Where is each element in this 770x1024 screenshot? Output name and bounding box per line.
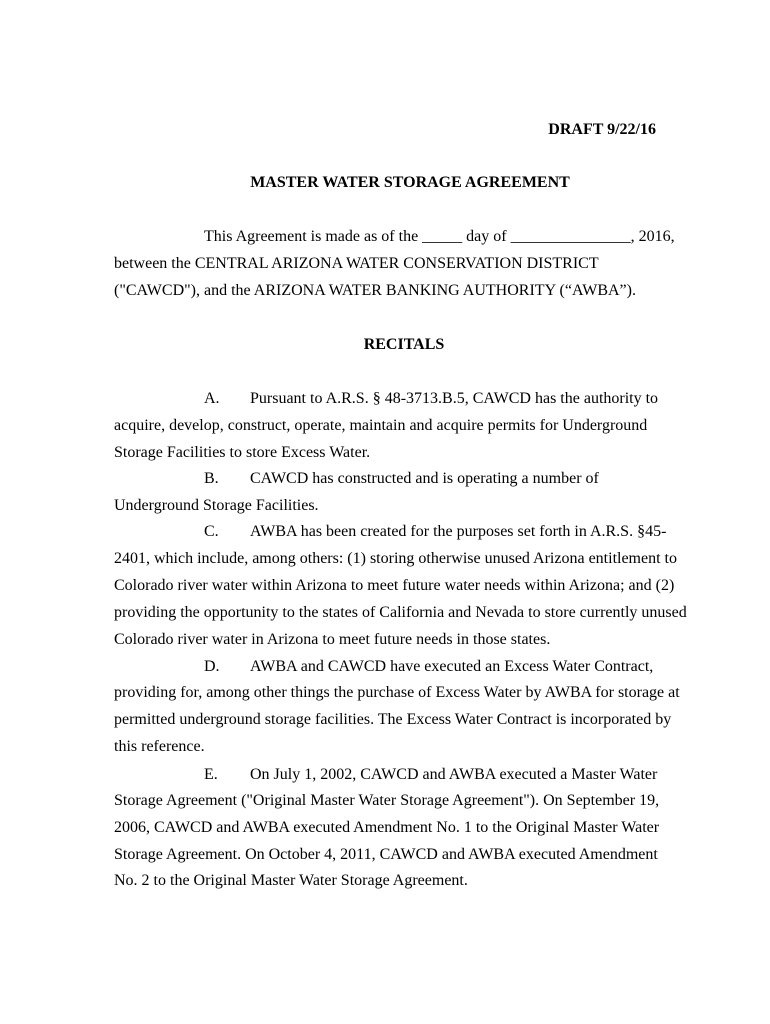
recital-line: permitted underground storage facilities. The Excess Water Contract is incorporated by	[114, 711, 672, 728]
recital-lead-text: On July 1, 2002, CAWCD and AWBA executed a Master Water	[250, 766, 658, 783]
recital-e-lead	[204, 765, 657, 785]
recital-lead-text: AWBA has been created for the purposes set forth in A.R.S. §45-	[250, 523, 667, 540]
recital-line: Storage Agreement. On October 4, 2011, CAWCD and AWBA executed Amendment	[114, 846, 658, 863]
recital-line: Colorado river water in Arizona to meet future needs in those states.	[114, 631, 551, 648]
recital-a-lead	[204, 389, 658, 409]
recital-line: Storage Facilities to store Excess Water.	[114, 444, 371, 461]
recital-line: No. 2 to the Original Master Water Storage Agreement.	[114, 872, 468, 889]
recital-line: Storage Agreement ("Original Master Water Storage Agreement"). On September 19,	[114, 792, 660, 809]
recital-lead-text: CAWCD has constructed and is operating a number of	[250, 470, 599, 487]
recital-d-lead	[204, 657, 653, 677]
recital-line: Colorado river water within Arizona to meet future water needs within Arizona; and (2)	[114, 577, 675, 594]
draft-label: DRAFT 9/22/16	[548, 121, 656, 138]
recital-line: providing for, among other things the purchase of Excess Water by AWBA for storage at	[114, 684, 680, 701]
document-title: MASTER WATER STORAGE AGREEMENT	[250, 174, 570, 191]
recital-line: providing the opportunity to the states of California and Nevada to store currently unused	[114, 604, 687, 621]
recital-lead-text: Pursuant to A.R.S. § 48-3713.B.5, CAWCD has the authority to	[250, 390, 659, 407]
recital-letter: E.	[204, 766, 218, 783]
recital-line: this reference.	[114, 738, 205, 755]
intro-line: between the CENTRAL ARIZONA WATER CONSERVATION DISTRICT	[114, 255, 599, 272]
recital-line: 2006, CAWCD and AWBA executed Amendment No. 1 to the Original Master Water	[114, 819, 660, 836]
recital-line: Underground Storage Facilities.	[114, 497, 319, 514]
intro-line: ("CAWCD"), and the ARIZONA WATER BANKING AUTHORITY (“AWBA”).	[114, 282, 636, 299]
recital-letter: D.	[204, 658, 220, 675]
recital-b-lead	[204, 469, 599, 489]
recital-line: acquire, develop, construct, operate, maintain and acquire permits for Underground	[114, 417, 648, 434]
recitals-heading: RECITALS	[363, 336, 445, 353]
recital-letter: A.	[204, 390, 220, 407]
intro-line: This Agreement is made as of the _____ day of _______________, 2016,	[204, 228, 675, 245]
recital-c-lead	[204, 522, 666, 542]
recital-lead-text: AWBA and CAWCD have executed an Excess Water Contract,	[250, 658, 654, 675]
recital-letter: B.	[204, 470, 219, 487]
recital-letter: C.	[204, 523, 219, 540]
recital-line: 2401, which include, among others: (1) storing otherwise unused Arizona entitlement to	[114, 550, 677, 567]
